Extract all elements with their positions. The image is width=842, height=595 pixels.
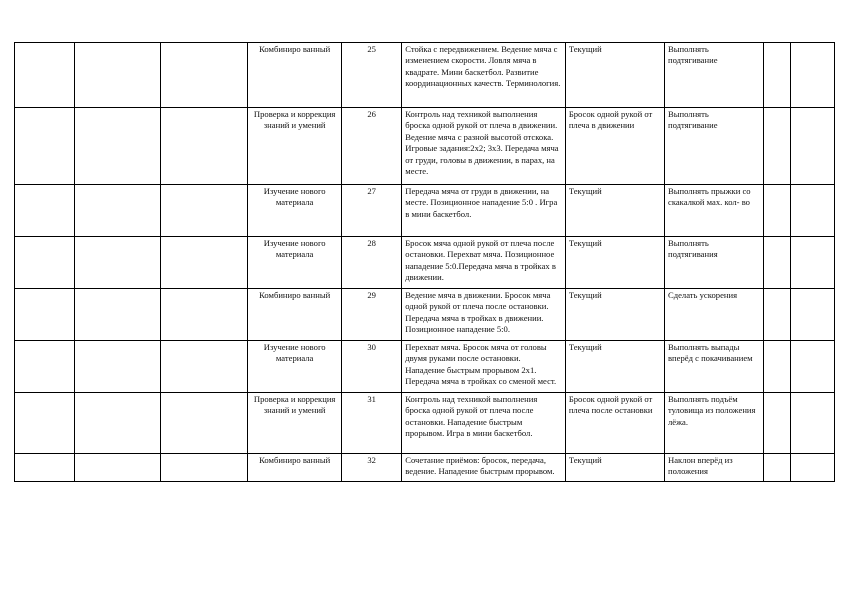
blank-cell — [790, 393, 834, 454]
table-row — [15, 341, 835, 393]
lesson-content-cell: Бросок мяча одной рукой от плеча после остановки. Перехват мяча. Позиционное нападение 5:0.Передача мяча в тройках в движении. — [402, 237, 566, 289]
lesson-content-cell: Сочетание приёмов: бросок, передача, ведение. Нападение быстрым прорывом. — [402, 454, 566, 482]
blank-cell — [764, 43, 790, 108]
blank-cell — [790, 289, 834, 341]
blank-cell — [160, 185, 248, 237]
lesson-content-cell: Контроль над техникой выполнения броска одной рукой от плеча в движении. Ведение мяча с разной высотой отскока. Игровые задания:2х2; 3х3. Передача мяча от груди, головы в движении, в парах, на месте. — [402, 108, 566, 185]
blank-cell — [764, 289, 790, 341]
lesson-number-cell: 27 — [342, 185, 402, 237]
blank-cell — [15, 341, 75, 393]
blank-cell — [764, 393, 790, 454]
blank-cell — [75, 108, 160, 185]
lesson-number-cell: 25 — [342, 43, 402, 108]
lesson-type-cell: Изучение нового материала — [248, 185, 342, 237]
blank-cell — [790, 341, 834, 393]
blank-cell — [790, 108, 834, 185]
control-type-cell: Текущий — [565, 43, 664, 108]
lesson-number-cell: 30 — [342, 341, 402, 393]
lesson-content-cell: Стойка с передвижением. Ведение мяча с изменением скорости. Ловля мяча в квадрате. Мини баскетбол. Развитие координационных качеств. Терминология. — [402, 43, 566, 108]
blank-cell — [75, 393, 160, 454]
blank-cell — [790, 237, 834, 289]
homework-cell: Выполнять подтягивания — [665, 237, 764, 289]
lesson-number-cell: 29 — [342, 289, 402, 341]
lesson-number-cell: 28 — [342, 237, 402, 289]
homework-cell: Выполнять выпады вперёд с покачиванием — [665, 341, 764, 393]
lesson-plan-table — [14, 42, 835, 482]
blank-cell — [15, 108, 75, 185]
blank-cell — [15, 237, 75, 289]
lesson-content-cell: Перехват мяча. Бросок мяча от головы двумя руками после остановки. Нападение быстрым прорывом 2х1. Передача мяча в тройках со сменой мест. — [402, 341, 566, 393]
homework-cell: Выполнять прыжки со скакалкой мах. кол- во — [665, 185, 764, 237]
blank-cell — [160, 393, 248, 454]
lesson-type-cell: Комбиниро ванный — [248, 43, 342, 108]
homework-cell: Выполнять подъём туловища из положения лёжа. — [665, 393, 764, 454]
blank-cell — [160, 108, 248, 185]
lesson-type-cell: Проверка и коррекция знаний и умений — [248, 393, 342, 454]
control-type-cell: Бросок одной рукой от плеча после остановки — [565, 393, 664, 454]
blank-cell — [160, 454, 248, 482]
blank-cell — [160, 289, 248, 341]
homework-cell: Сделать ускорения — [665, 289, 764, 341]
blank-cell — [75, 289, 160, 341]
blank-cell — [764, 454, 790, 482]
blank-cell — [790, 43, 834, 108]
table-row — [15, 185, 835, 237]
lesson-type-cell: Комбиниро ванный — [248, 454, 342, 482]
lesson-content-cell: Контроль над техникой выполнения броска одной рукой от плеча после остановки. Нападение быстрым прорывом. Игра в мини баскетбол. — [402, 393, 566, 454]
blank-cell — [75, 237, 160, 289]
table-row — [15, 237, 835, 289]
lesson-content-cell: Передача мяча от груди в движении, на месте. Позиционное нападение 5:0 . Игра в мини баскетбол. — [402, 185, 566, 237]
lesson-number-cell: 31 — [342, 393, 402, 454]
blank-cell — [75, 454, 160, 482]
blank-cell — [15, 289, 75, 341]
lesson-number-cell: 26 — [342, 108, 402, 185]
control-type-cell: Текущий — [565, 454, 664, 482]
table-row — [15, 289, 835, 341]
table-row — [15, 108, 835, 185]
blank-cell — [160, 43, 248, 108]
blank-cell — [15, 185, 75, 237]
blank-cell — [160, 237, 248, 289]
lesson-type-cell: Изучение нового материала — [248, 237, 342, 289]
blank-cell — [75, 341, 160, 393]
lesson-content-cell: Ведение мяча в движении. Бросок мяча одной рукой от плеча после остановки. Передача мяча в тройках в движении. Позиционное нападение 5:0. — [402, 289, 566, 341]
homework-cell: Выполнять подтягивание — [665, 43, 764, 108]
lesson-number-cell: 32 — [342, 454, 402, 482]
blank-cell — [790, 185, 834, 237]
blank-cell — [15, 43, 75, 108]
table-row — [15, 393, 835, 454]
blank-cell — [790, 454, 834, 482]
blank-cell — [764, 185, 790, 237]
control-type-cell: Текущий — [565, 289, 664, 341]
control-type-cell: Текущий — [565, 341, 664, 393]
table-row — [15, 43, 835, 108]
blank-cell — [75, 43, 160, 108]
blank-cell — [764, 108, 790, 185]
lesson-type-cell: Проверка и коррекция знаний и умений — [248, 108, 342, 185]
lesson-type-cell: Изучение нового материала — [248, 341, 342, 393]
blank-cell — [764, 341, 790, 393]
blank-cell — [160, 341, 248, 393]
control-type-cell: Бросок одной рукой от плеча в движении — [565, 108, 664, 185]
control-type-cell: Текущий — [565, 237, 664, 289]
homework-cell: Наклон вперёд из положения — [665, 454, 764, 482]
table-row — [15, 454, 835, 482]
blank-cell — [764, 237, 790, 289]
blank-cell — [75, 185, 160, 237]
control-type-cell: Текущий — [565, 185, 664, 237]
blank-cell — [15, 393, 75, 454]
blank-cell — [15, 454, 75, 482]
homework-cell: Выполнять подтягивание — [665, 108, 764, 185]
lesson-type-cell: Комбиниро ванный — [248, 289, 342, 341]
